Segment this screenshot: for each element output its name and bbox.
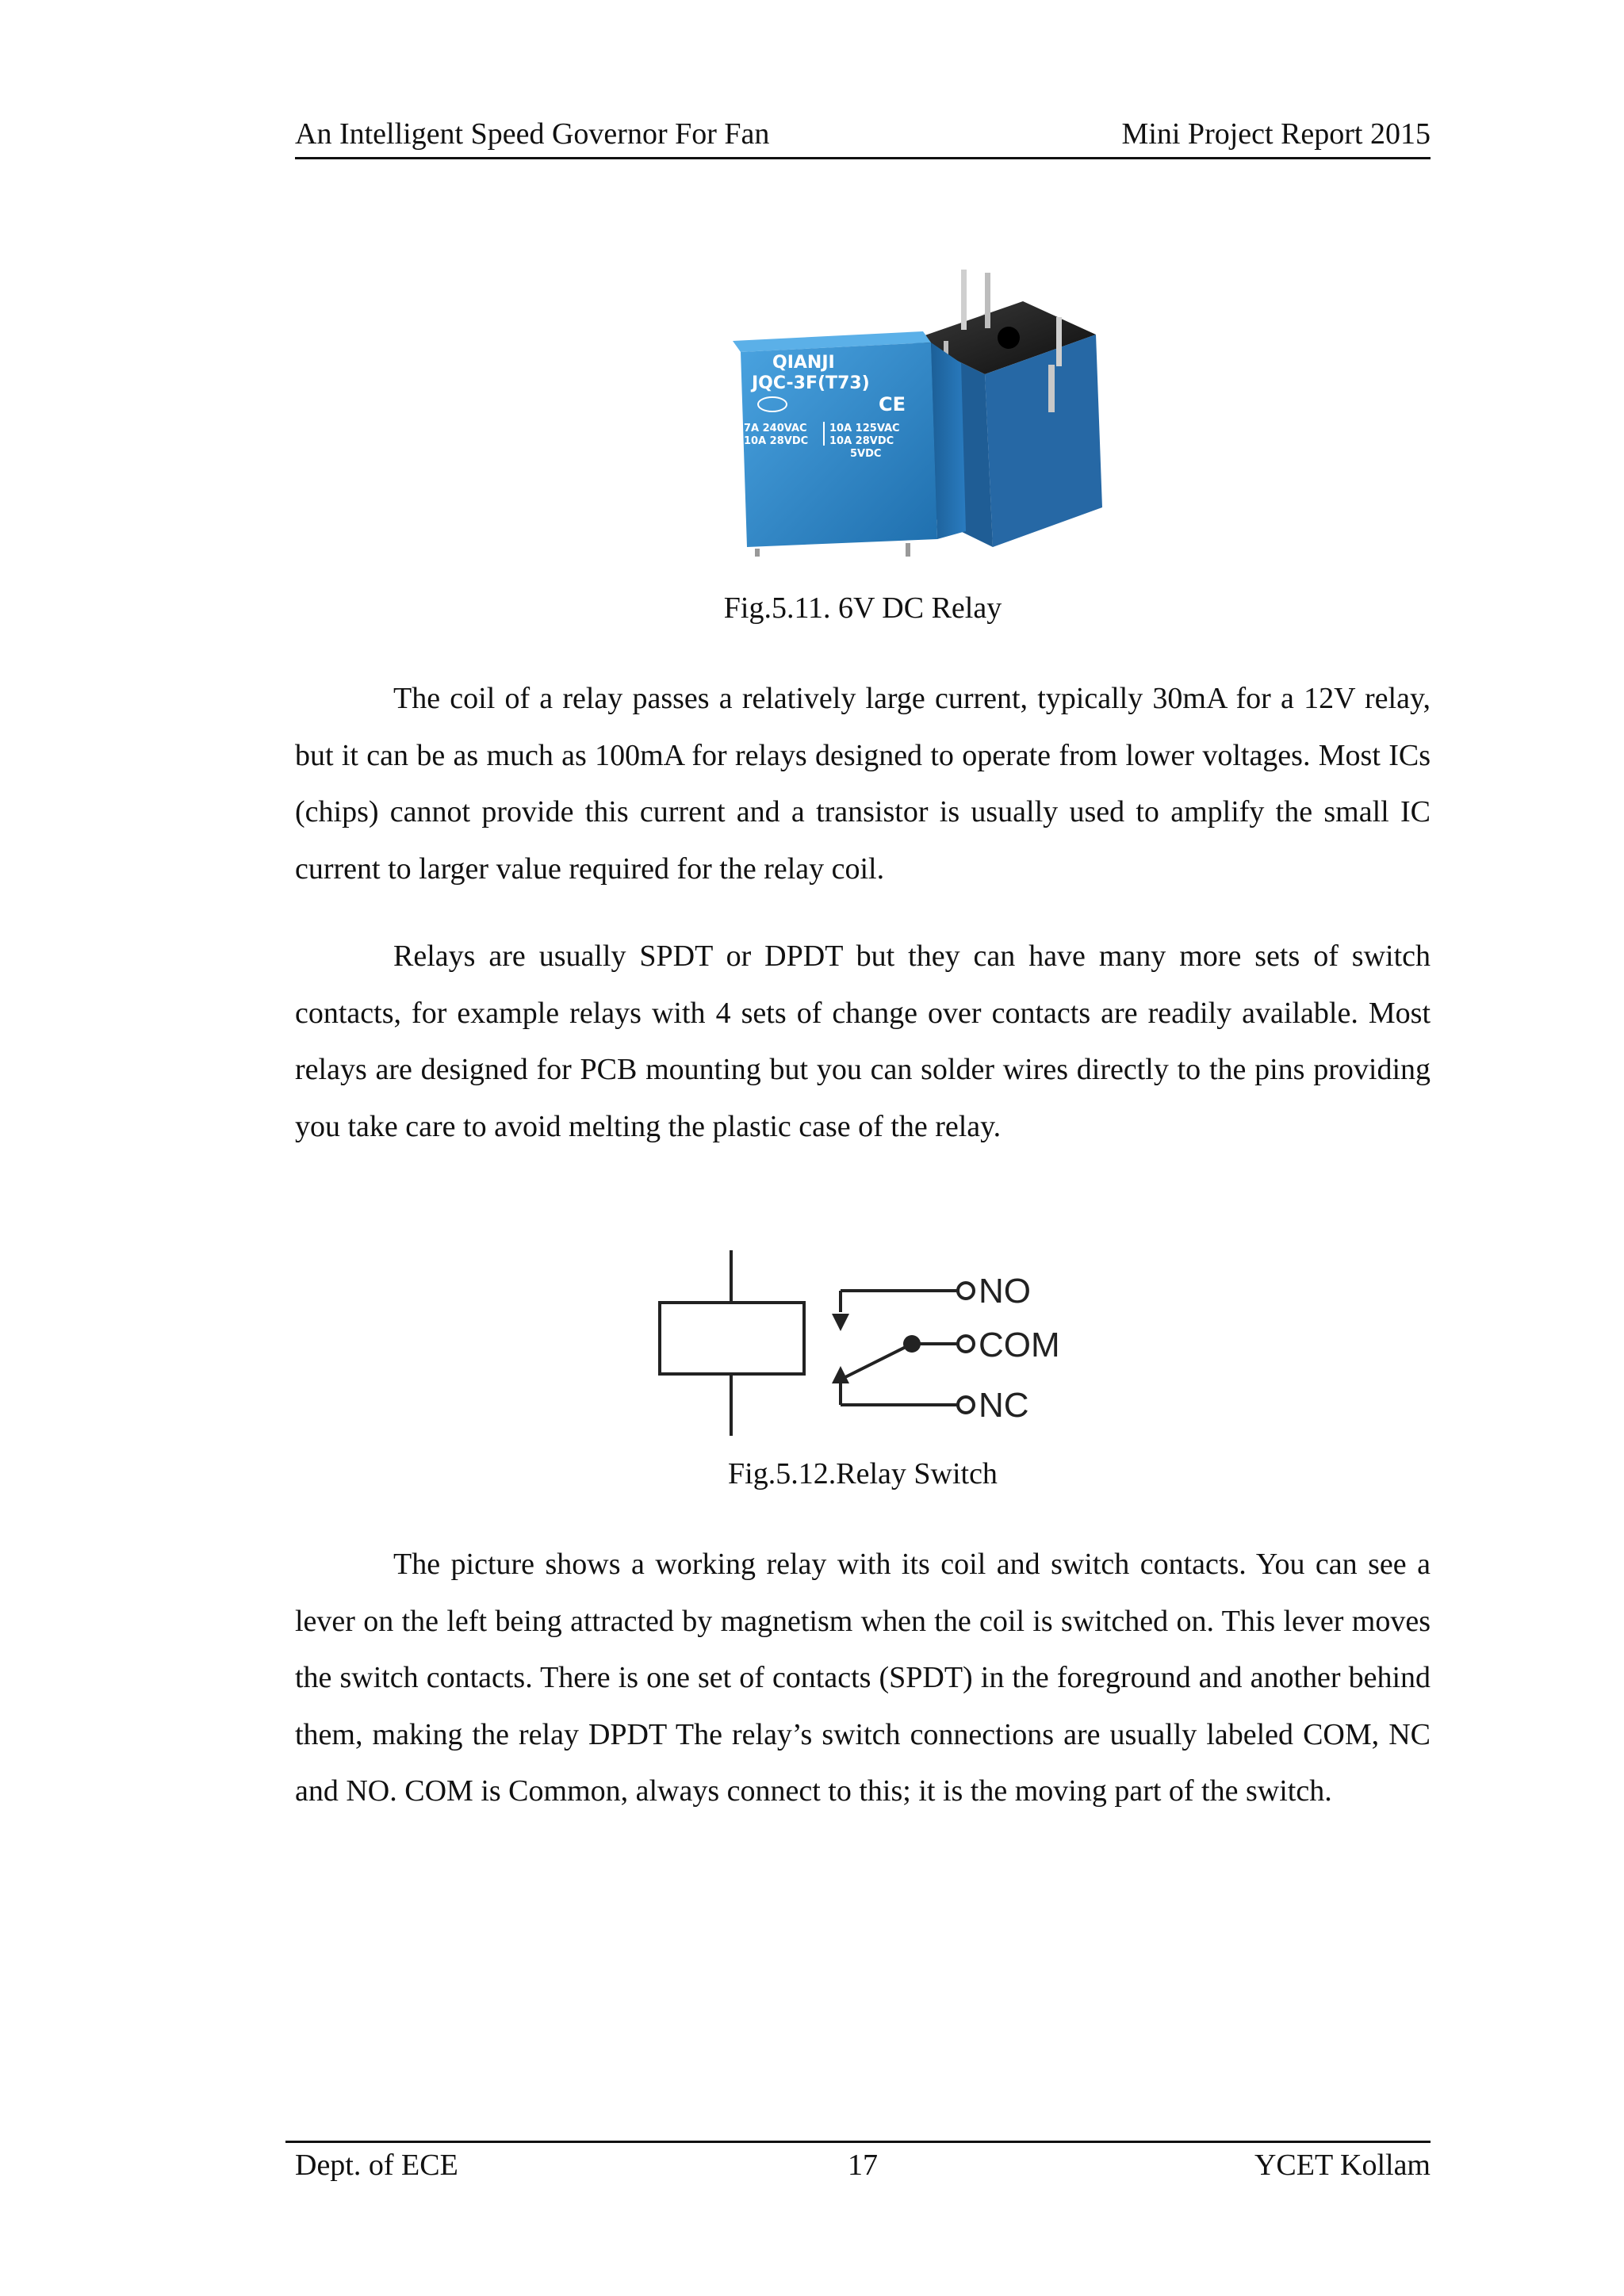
no-label: NO	[979, 1272, 1031, 1311]
relay-pin	[906, 543, 910, 557]
body-paragraph: Relays are usually SPDT or DPDT but they can have many more sets of switch contacts, for example relays with 4 sets of change over contacts are readily available. Most relays are designed for PCB mounting but you can solder wires directly to the pins providing you take care to avoid melting the plastic case of the relay.	[295, 939, 1431, 1143]
figure-caption-relay: Fig.5.11. 6V DC Relay	[723, 591, 1002, 625]
relay-brand: QIANJI	[772, 353, 835, 373]
relay-pin	[985, 273, 990, 328]
relay-model: JQC-3F(T73)	[752, 373, 870, 393]
com-lever	[841, 1344, 912, 1380]
page-number: 17	[848, 2149, 878, 2182]
com-label: COM	[979, 1326, 1060, 1364]
body-paragraph: The coil of a relay passes a relatively large current, typically 30mA for a 12V relay, but it can be as much as 100mA for relays designed to operate from lower voltages. Most ICs (chips) cannot provide this current and a transistor is usually used to amplify the small IC current to larger value required for the relay coil.	[295, 682, 1431, 886]
no-terminal	[958, 1283, 974, 1299]
coil-box	[660, 1303, 804, 1374]
footer-department: Dept. of ECE	[295, 2149, 458, 2182]
relay-pin	[1056, 317, 1062, 366]
label-divider	[823, 422, 825, 446]
com-pivot-dot	[903, 1335, 921, 1353]
header-rule	[295, 157, 1431, 159]
page-header	[295, 116, 1431, 152]
rating-line: 10A 125VAC	[829, 423, 900, 434]
relay-pin	[755, 549, 760, 557]
body-paragraph: The picture shows a working relay with its coil and switch contacts. You can see a lever on the left being attracted by magnetism when the coil is switched on. This lever moves the switch contacts. There is one set of contacts (SPDT) in the foreground and another behind them, making the relay DPDT The relay’s switch connections are usually labeled COM, NC and NO. COM is Common, always connect to this; it is the moving part of the switch.	[295, 1548, 1431, 1808]
no-arrow-icon	[832, 1314, 849, 1331]
footer-college: YCET Kollam	[1254, 2149, 1431, 2182]
rating-line: 10A 28VDC	[744, 435, 809, 447]
rating-line: 5VDC	[850, 448, 882, 460]
relay-pin	[1048, 365, 1055, 412]
rear-relay-hole	[998, 327, 1020, 349]
ce-mark: CE	[879, 393, 906, 415]
rating-line: 10A 28VDC	[829, 435, 894, 447]
nc-label: NC	[979, 1386, 1029, 1425]
com-terminal	[958, 1336, 974, 1352]
page-footer	[295, 2147, 1431, 2183]
rating-line: 7A 240VAC	[744, 423, 807, 434]
nc-terminal	[958, 1397, 974, 1413]
header-title: An Intelligent Speed Governor For Fan	[295, 117, 770, 151]
header-report: Mini Project Report 2015	[1121, 117, 1431, 151]
figure-caption-switch: Fig.5.12.Relay Switch	[728, 1457, 998, 1490]
relay-switch-diagram	[650, 1249, 1078, 1439]
footer-rule	[285, 2141, 1431, 2143]
relay-photo	[723, 270, 1174, 557]
relay-pin	[961, 270, 967, 330]
